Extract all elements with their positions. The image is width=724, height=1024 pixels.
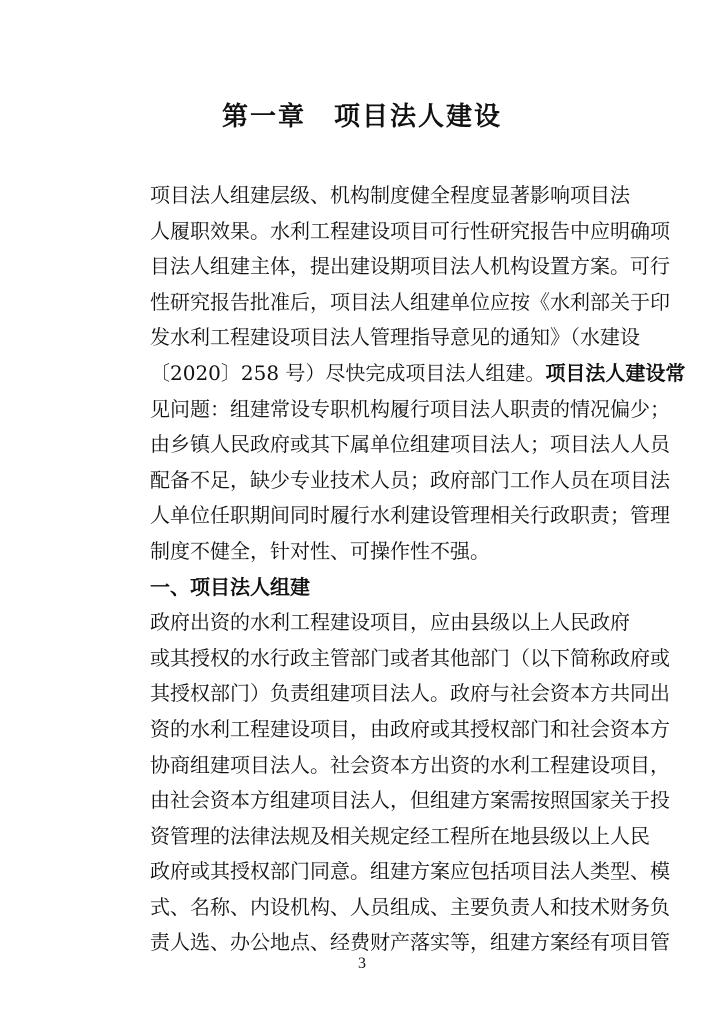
text-segment: 〔2020〕258 号）尽快完成项目法人组建。 bbox=[150, 360, 546, 385]
page-number: 3 bbox=[358, 955, 366, 972]
text-line: 制度不健全，针对性、可操作性不强。 bbox=[150, 538, 490, 563]
intro-paragraph bbox=[110, 178, 686, 570]
text-line: 由社会资本方组建项目法人，但组建方案需按照国家关于投 bbox=[150, 788, 670, 813]
text-line: 资的水利工程建设项目，由政府或其授权部门和社会资本方 bbox=[150, 716, 670, 741]
text-line: 政府出资的水利工程建设项目，应由县级以上人民政府 bbox=[150, 610, 630, 635]
text-line: 发水利工程建设项目法人管理指导意见的通知》（水建设 bbox=[150, 325, 640, 350]
text-line: 或其授权的水行政主管部门或者其他部门（以下简称政府或 bbox=[150, 645, 670, 670]
text-line-mixed bbox=[110, 356, 686, 392]
text-line: 资管理的法律法规及相关规定经工程所在地县级以上人民 bbox=[150, 823, 650, 848]
text-line: 政府或其授权部门同意。组建方案应包括项目法人类型、模 bbox=[150, 859, 670, 884]
section-heading: 一、项目法人组建 bbox=[150, 574, 310, 599]
text-line: 协商组建项目法人。社会资本方出资的水利工程建设项目， bbox=[150, 752, 670, 777]
body-text bbox=[110, 178, 686, 961]
text-line: 其授权部门）负责组建项目法人。政府与社会资本方共同出 bbox=[150, 681, 670, 706]
text-line: 人履职效果。水利工程建设项目可行性研究报告中应明确项 bbox=[150, 218, 670, 243]
bold-phrase: 项目法人建设常 bbox=[545, 360, 686, 385]
text-line: 目法人组建主体，提出建设期项目法人机构设置方案。可行 bbox=[150, 254, 670, 279]
text-line: 性研究报告批准后，项目法人组建单位应按《水利部关于印 bbox=[150, 289, 670, 314]
text-line: 见问题：组建常设专职机构履行项目法人职责的情况偏少； bbox=[150, 396, 670, 421]
chapter-title: 第一章 项目法人建设 bbox=[221, 102, 502, 132]
text-line: 人单位任职期间同时履行水利建设管理相关行政职责；管理 bbox=[150, 503, 670, 528]
text-line: 由乡镇人民政府或其下属单位组建项目法人；项目法人人员 bbox=[150, 432, 670, 457]
text-line: 配备不足，缺少专业技术人员；政府部门工作人员在项目法 bbox=[150, 467, 670, 492]
text-line: 式、名称、内设机构、人员组成、主要负责人和技术财务负 bbox=[150, 894, 670, 919]
text-line: 项目法人组建层级、机构制度健全程度显著影响项目法 bbox=[150, 183, 630, 207]
body-paragraph bbox=[110, 605, 670, 961]
text-line: 责人选、办公地点、经费财产落实等，组建方案经有项目管 bbox=[150, 930, 670, 955]
